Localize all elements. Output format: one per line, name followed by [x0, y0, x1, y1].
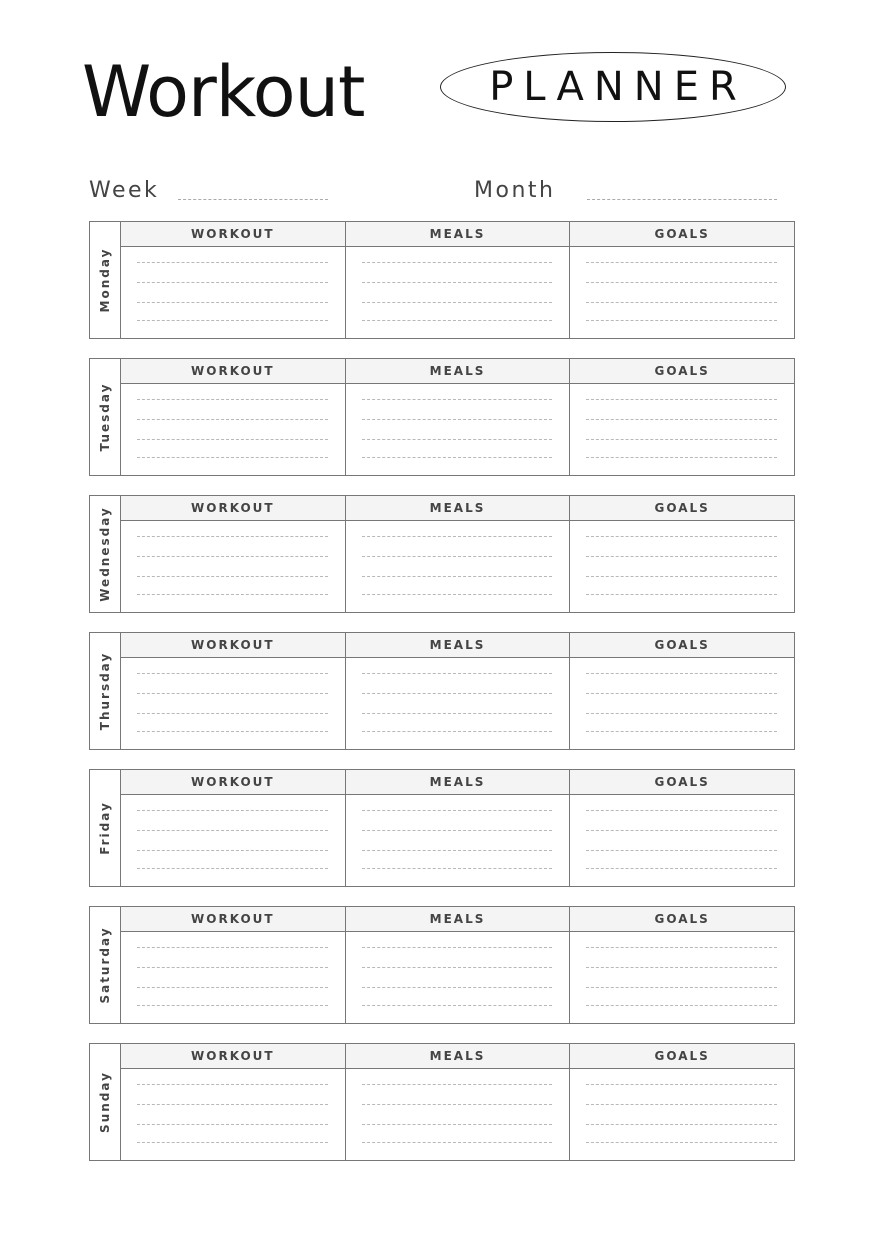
writing-area[interactable]: [346, 658, 570, 749]
week-label: Week: [89, 178, 160, 203]
writing-line: [586, 556, 777, 557]
planner-badge-text: PLANNER: [489, 64, 747, 110]
column-workout: [121, 770, 346, 886]
writing-line: [586, 693, 777, 694]
writing-area[interactable]: [346, 247, 570, 338]
day-block-saturday: [89, 906, 795, 1024]
writing-line: [137, 810, 328, 811]
writing-line: [362, 868, 553, 869]
writing-line: [137, 576, 328, 577]
writing-line: [586, 399, 777, 400]
writing-line: [586, 1124, 777, 1125]
writing-line: [586, 457, 777, 458]
writing-line: [586, 673, 777, 674]
writing-area[interactable]: [121, 658, 345, 749]
writing-line: [586, 967, 777, 968]
writing-line: [362, 947, 553, 948]
day-block-thursday: [89, 632, 795, 750]
writing-area[interactable]: [570, 795, 794, 886]
writing-area[interactable]: [121, 384, 345, 475]
column-workout: [121, 1044, 346, 1160]
column-header: GOALS: [570, 359, 794, 384]
column-goals: [570, 633, 794, 749]
writing-line: [137, 282, 328, 283]
writing-line: [586, 731, 777, 732]
writing-line: [586, 1005, 777, 1006]
column-header: GOALS: [570, 633, 794, 658]
planner-badge: [440, 52, 786, 122]
day-label-cell: [90, 907, 121, 1023]
writing-line: [586, 987, 777, 988]
writing-line: [362, 810, 553, 811]
column-meals: [346, 359, 571, 475]
writing-line: [586, 850, 777, 851]
writing-line: [362, 987, 553, 988]
column-workout: [121, 222, 346, 338]
writing-line: [137, 419, 328, 420]
writing-line: [362, 830, 553, 831]
writing-line: [137, 967, 328, 968]
writing-line: [362, 713, 553, 714]
writing-line: [362, 1005, 553, 1006]
writing-area[interactable]: [346, 932, 570, 1023]
writing-line: [137, 731, 328, 732]
writing-line: [137, 1084, 328, 1085]
writing-line: [586, 262, 777, 263]
writing-line: [137, 987, 328, 988]
writing-line: [137, 713, 328, 714]
column-meals: [346, 633, 571, 749]
column-header: GOALS: [570, 222, 794, 247]
writing-line: [586, 439, 777, 440]
column-header: MEALS: [346, 633, 570, 658]
column-goals: [570, 1044, 794, 1160]
writing-line: [362, 1084, 553, 1085]
writing-area[interactable]: [570, 932, 794, 1023]
month-input-line[interactable]: [587, 199, 777, 200]
day-label: Sunday: [98, 1071, 112, 1133]
writing-line: [137, 830, 328, 831]
writing-line: [137, 262, 328, 263]
column-header: GOALS: [570, 907, 794, 932]
writing-line: [362, 556, 553, 557]
writing-line: [137, 439, 328, 440]
writing-area[interactable]: [121, 932, 345, 1023]
day-block-monday: [89, 221, 795, 339]
writing-area[interactable]: [570, 1069, 794, 1160]
day-label-cell: [90, 770, 121, 886]
column-header: GOALS: [570, 1044, 794, 1069]
writing-line: [586, 536, 777, 537]
day-label-cell: [90, 222, 121, 338]
writing-line: [362, 731, 553, 732]
writing-line: [137, 1124, 328, 1125]
column-workout: [121, 359, 346, 475]
day-label: Saturday: [98, 926, 112, 1004]
writing-area[interactable]: [570, 247, 794, 338]
writing-line: [137, 594, 328, 595]
column-goals: [570, 770, 794, 886]
writing-line: [586, 810, 777, 811]
column-meals: [346, 770, 571, 886]
column-header: MEALS: [346, 359, 570, 384]
writing-line: [586, 830, 777, 831]
writing-line: [586, 1142, 777, 1143]
column-goals: [570, 359, 794, 475]
writing-line: [137, 1005, 328, 1006]
writing-line: [362, 262, 553, 263]
day-label-cell: [90, 633, 121, 749]
writing-line: [362, 967, 553, 968]
column-meals: [346, 496, 571, 612]
writing-area[interactable]: [346, 521, 570, 612]
column-header: GOALS: [570, 770, 794, 795]
writing-line: [137, 1142, 328, 1143]
writing-line: [362, 302, 553, 303]
column-goals: [570, 222, 794, 338]
day-block-tuesday: [89, 358, 795, 476]
column-meals: [346, 222, 571, 338]
page-title: Workout: [82, 51, 365, 133]
writing-area[interactable]: [121, 247, 345, 338]
month-label: Month: [474, 178, 556, 203]
column-header: MEALS: [346, 1044, 570, 1069]
writing-area[interactable]: [346, 384, 570, 475]
writing-area[interactable]: [121, 1069, 345, 1160]
column-meals: [346, 907, 571, 1023]
column-workout: [121, 907, 346, 1023]
column-header: WORKOUT: [121, 222, 345, 247]
writing-line: [586, 947, 777, 948]
column-header: MEALS: [346, 907, 570, 932]
writing-line: [137, 302, 328, 303]
column-header: MEALS: [346, 222, 570, 247]
column-header: WORKOUT: [121, 496, 345, 521]
writing-line: [362, 673, 553, 674]
column-header: WORKOUT: [121, 770, 345, 795]
writing-line: [137, 868, 328, 869]
day-label: Friday: [98, 801, 112, 855]
writing-line: [586, 713, 777, 714]
column-header: WORKOUT: [121, 633, 345, 658]
column-goals: [570, 907, 794, 1023]
day-label: Tuesday: [98, 382, 112, 452]
column-header: WORKOUT: [121, 359, 345, 384]
column-header: WORKOUT: [121, 1044, 345, 1069]
writing-line: [586, 1104, 777, 1105]
column-workout: [121, 633, 346, 749]
writing-line: [586, 576, 777, 577]
column-header: MEALS: [346, 496, 570, 521]
writing-line: [586, 419, 777, 420]
writing-line: [362, 419, 553, 420]
writing-line: [137, 1104, 328, 1105]
column-header: MEALS: [346, 770, 570, 795]
writing-area[interactable]: [121, 521, 345, 612]
day-block-friday: [89, 769, 795, 887]
day-block-sunday: [89, 1043, 795, 1161]
writing-line: [362, 576, 553, 577]
writing-line: [362, 1104, 553, 1105]
writing-area[interactable]: [121, 795, 345, 886]
writing-line: [137, 673, 328, 674]
writing-area[interactable]: [346, 1069, 570, 1160]
day-label: Wednesday: [98, 506, 112, 602]
day-label-cell: [90, 359, 121, 475]
writing-line: [137, 320, 328, 321]
day-label-cell: [90, 1044, 121, 1160]
column-meals: [346, 1044, 571, 1160]
writing-line: [586, 302, 777, 303]
day-label-cell: [90, 496, 121, 612]
writing-area[interactable]: [346, 795, 570, 886]
writing-line: [586, 868, 777, 869]
day-label: Thursday: [98, 651, 112, 731]
column-header: GOALS: [570, 496, 794, 521]
column-workout: [121, 496, 346, 612]
writing-line: [586, 1084, 777, 1085]
writing-line: [586, 594, 777, 595]
writing-line: [137, 850, 328, 851]
writing-line: [362, 594, 553, 595]
writing-area[interactable]: [570, 521, 794, 612]
writing-line: [362, 536, 553, 537]
writing-line: [137, 947, 328, 948]
writing-line: [586, 282, 777, 283]
writing-line: [362, 1142, 553, 1143]
writing-line: [362, 850, 553, 851]
writing-line: [362, 399, 553, 400]
day-block-wednesday: [89, 495, 795, 613]
column-goals: [570, 496, 794, 612]
writing-area[interactable]: [570, 658, 794, 749]
writing-line: [362, 282, 553, 283]
day-label: Monday: [98, 247, 112, 313]
writing-line: [362, 457, 553, 458]
column-header: WORKOUT: [121, 907, 345, 932]
writing-line: [586, 320, 777, 321]
writing-line: [137, 556, 328, 557]
writing-line: [362, 320, 553, 321]
writing-line: [137, 693, 328, 694]
week-input-line[interactable]: [178, 199, 328, 200]
writing-line: [137, 457, 328, 458]
writing-line: [137, 399, 328, 400]
writing-line: [362, 1124, 553, 1125]
writing-line: [362, 439, 553, 440]
writing-area[interactable]: [570, 384, 794, 475]
writing-line: [362, 693, 553, 694]
writing-line: [137, 536, 328, 537]
